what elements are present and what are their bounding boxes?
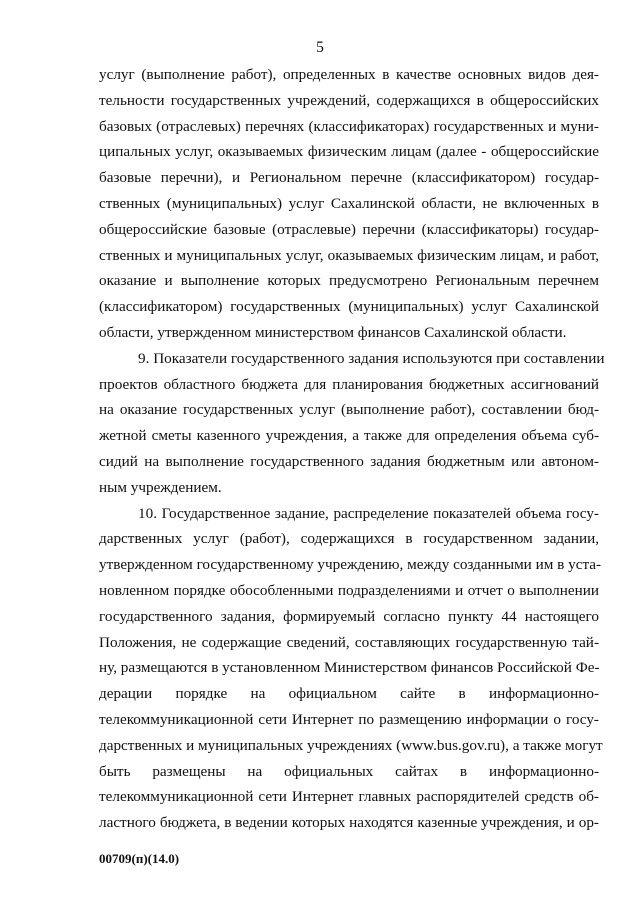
text-line: ну, размещаются в установленном Министерством финансов Российской Фе- <box>99 659 600 677</box>
text-line: (классификатором) государственных (муниципальных) услуг Сахалинской <box>99 298 599 316</box>
text-line: 9. Показатели государственного задания используются при составлении <box>138 349 605 367</box>
paragraph-9 <box>99 346 605 501</box>
text-line: жетной сметы казенного учреждения, а также для определения объема суб- <box>99 427 599 445</box>
text-line: базовых (отраслевых) перечнях (классификаторах) государственных и муни- <box>99 117 599 135</box>
text-line: новленном порядке обособленными подразделениями и отчет о выполнении <box>99 581 599 599</box>
text-line: ственных (муниципальных) услуг Сахалинской области, не включенных в <box>99 194 599 212</box>
text-line: ластного бюджета, в ведении которых находятся казенные учреждения, и ор- <box>99 814 599 832</box>
document-body <box>99 62 605 836</box>
text-line: утвержденном государственному учреждению, между созданными им в уста- <box>99 556 602 574</box>
text-line: тельности государственных учреждений, содержащихся в общероссийских <box>99 91 599 109</box>
text-line: государственного задания, формируемый согласно пункту 44 настоящего <box>99 607 599 625</box>
text-line: дарственных и муниципальных учреждениях (www.bus.gov.ru), а также могут <box>99 736 603 754</box>
text-line: сидий на выполнение государственного задания бюджетным или автоном- <box>99 452 599 470</box>
text-line: телекоммуникационной сети Интернет главных распорядителей средств об- <box>99 788 599 806</box>
document-footer-code: 00709(п)(14.0) <box>99 851 180 866</box>
text-line: на оказание государственных услуг (выполнение работ), составлении бюд- <box>99 401 599 419</box>
text-line: ципальных услуг, оказываемых физическим лицам (далее - общероссийские <box>99 143 599 161</box>
text-line: ственных и муниципальных услуг, оказываемых физическим лицам, и работ, <box>99 246 599 264</box>
text-line: проектов областного бюджета для планирования бюджетных ассигнований <box>99 375 599 393</box>
text-line: Положения, не содержащие сведений, составляющих государственную тай- <box>99 633 599 651</box>
text-line: оказание и выполнение которых предусмотрено Региональным перечнем <box>99 272 599 290</box>
page-number: 5 <box>316 39 324 56</box>
text-line: телекоммуникационной сети Интернет по размещению информации о госу- <box>99 710 599 728</box>
text-line: услуг (выполнение работ), определенных в качестве основных видов дея- <box>99 66 599 83</box>
text-line: 10. Государственное задание, распределение показателей объема госу- <box>138 504 599 522</box>
paragraph-continuation <box>99 62 599 346</box>
text-line: области, утвержденном министерством финансов Сахалинской области. <box>99 323 567 341</box>
text-line: общероссийские базовые (отраслевые) перечни (классификаторы) государ- <box>99 220 599 238</box>
text-line: базовые перечни), и Региональном перечне (классификатором) государ- <box>99 169 599 187</box>
text-line: ным учреждением. <box>99 478 222 496</box>
paragraph-10 <box>99 501 603 836</box>
text-line: дерации порядке на официальном сайте в информационно- <box>99 685 599 703</box>
text-line: быть размещены на официальных сайтах в информационно- <box>99 762 599 780</box>
text-line: дарственных услуг (работ), содержащихся в государственном задании, <box>99 530 599 548</box>
